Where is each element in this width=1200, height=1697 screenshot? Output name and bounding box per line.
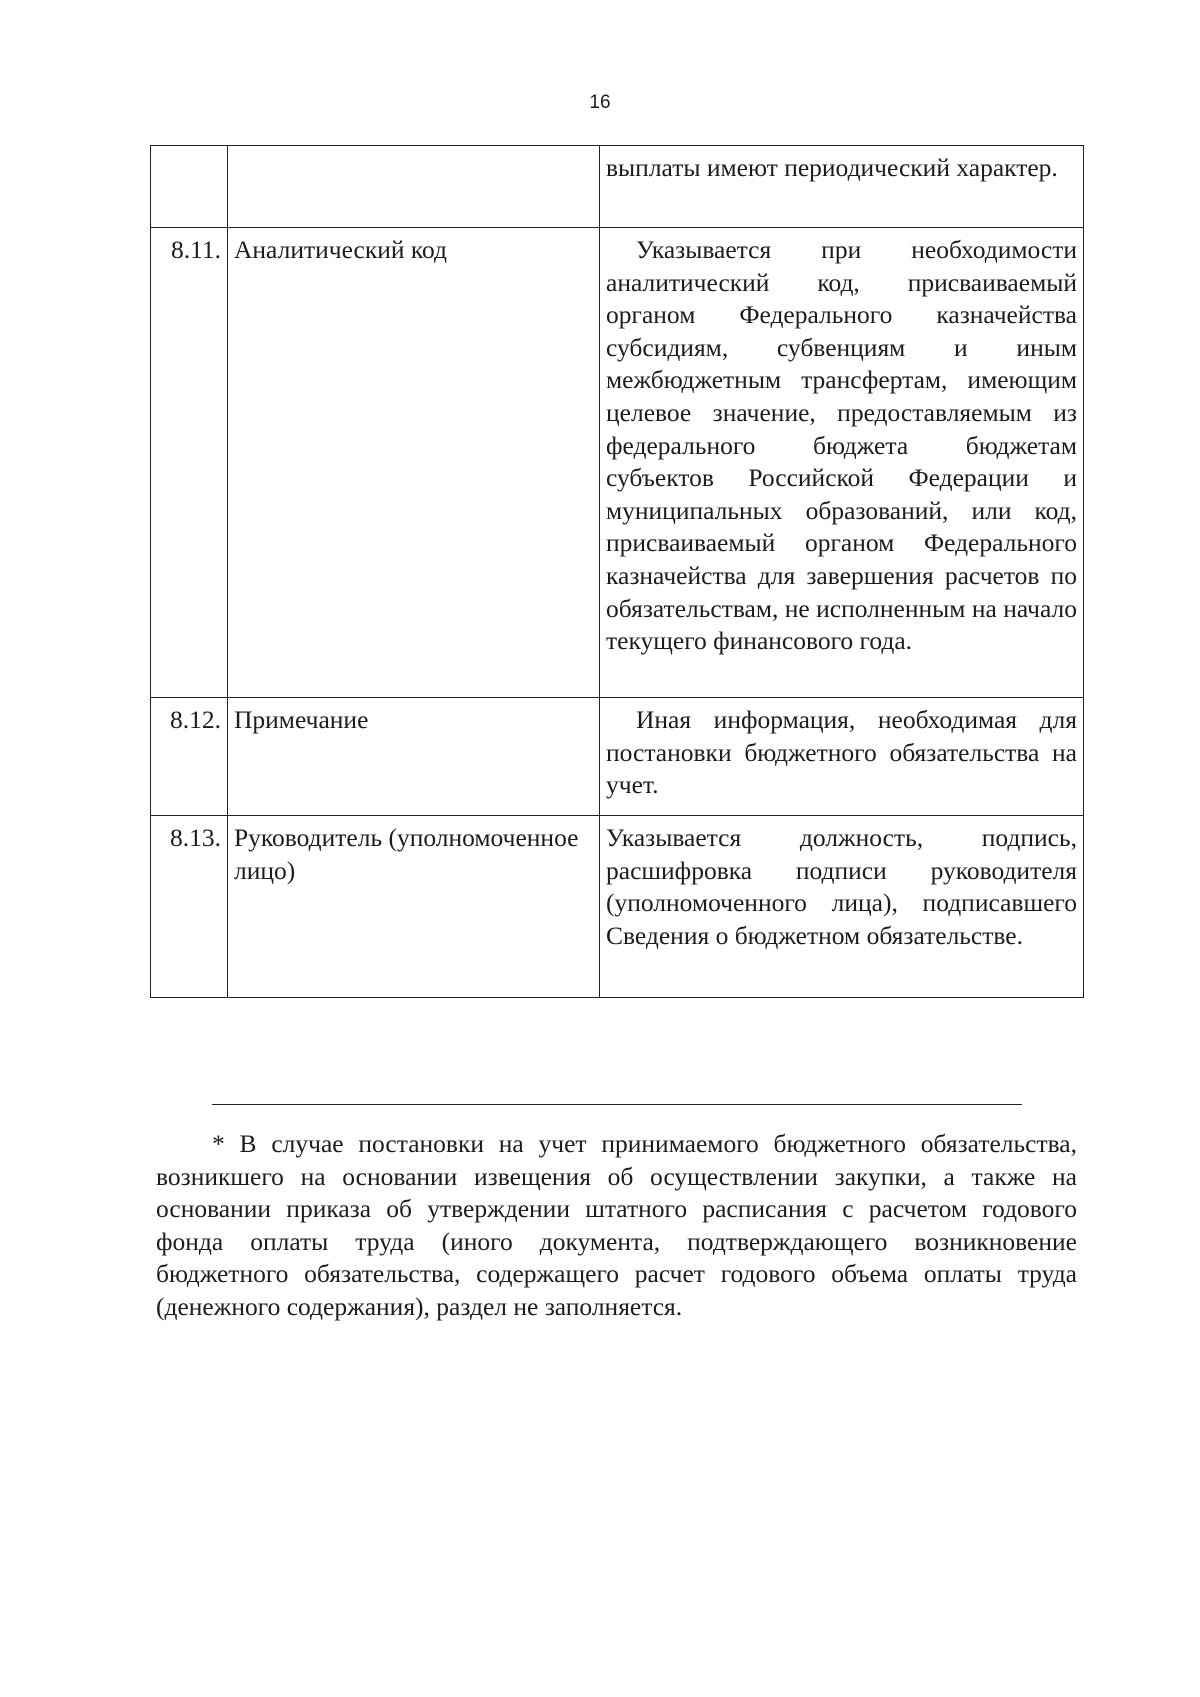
field-name: Примечание xyxy=(228,698,600,816)
table-row xyxy=(151,146,1084,228)
field-description: Указывается при необходимости аналитический код, присваиваемый органом Федерального казначейства субсидиям, субвенциям и иным межбюджетным трансфертам, имеющим целевое значение, предоставляемым из федерального бюджета бюджетам субъектов Российской Федерации и муниципальных образований, или код, присваиваемый органом Федерального казначейства для завершения расчетов по обязательствам, не исполненным на начало текущего финансового года. xyxy=(600,228,1084,698)
row-number: 8.11. xyxy=(151,228,228,698)
table-row xyxy=(151,228,1084,698)
row-number: 8.12. xyxy=(151,698,228,816)
row-number: 8.13. xyxy=(151,816,228,998)
field-name: Аналитический код xyxy=(228,228,600,698)
fields-table xyxy=(150,145,1084,998)
footnote-text: * В случае постановки на учет принимаемого бюджетного обязательства, возникшего на основании извещения об осуществлении закупки, а также на основании приказа об утверждении штатного расписания с расчетом годового фонда оплаты труда (иного документа, подтверждающего возникновение бюджетного обязательства, содержащего расчет годового объема оплаты труда (денежного содержания), раздел не заполняется. xyxy=(156,1129,1077,1321)
footnote-separator xyxy=(212,1104,1022,1105)
field-description: Иная информация, необходимая для постановки бюджетного обязательства на учет. xyxy=(600,698,1084,816)
row-number xyxy=(151,146,228,228)
field-description: Указывается должность, подпись, расшифровка подписи руководителя (уполномоченного лица), подписавшего Сведения о бюджетном обязательстве. xyxy=(600,816,1084,998)
field-name: Руководитель (уполномоченное лицо) xyxy=(228,816,600,998)
table-row xyxy=(151,698,1084,816)
field-description: выплаты имеют периодический характер. xyxy=(600,146,1084,228)
page-number: 16 xyxy=(589,92,611,113)
table-row xyxy=(151,816,1084,998)
field-name xyxy=(228,146,600,228)
